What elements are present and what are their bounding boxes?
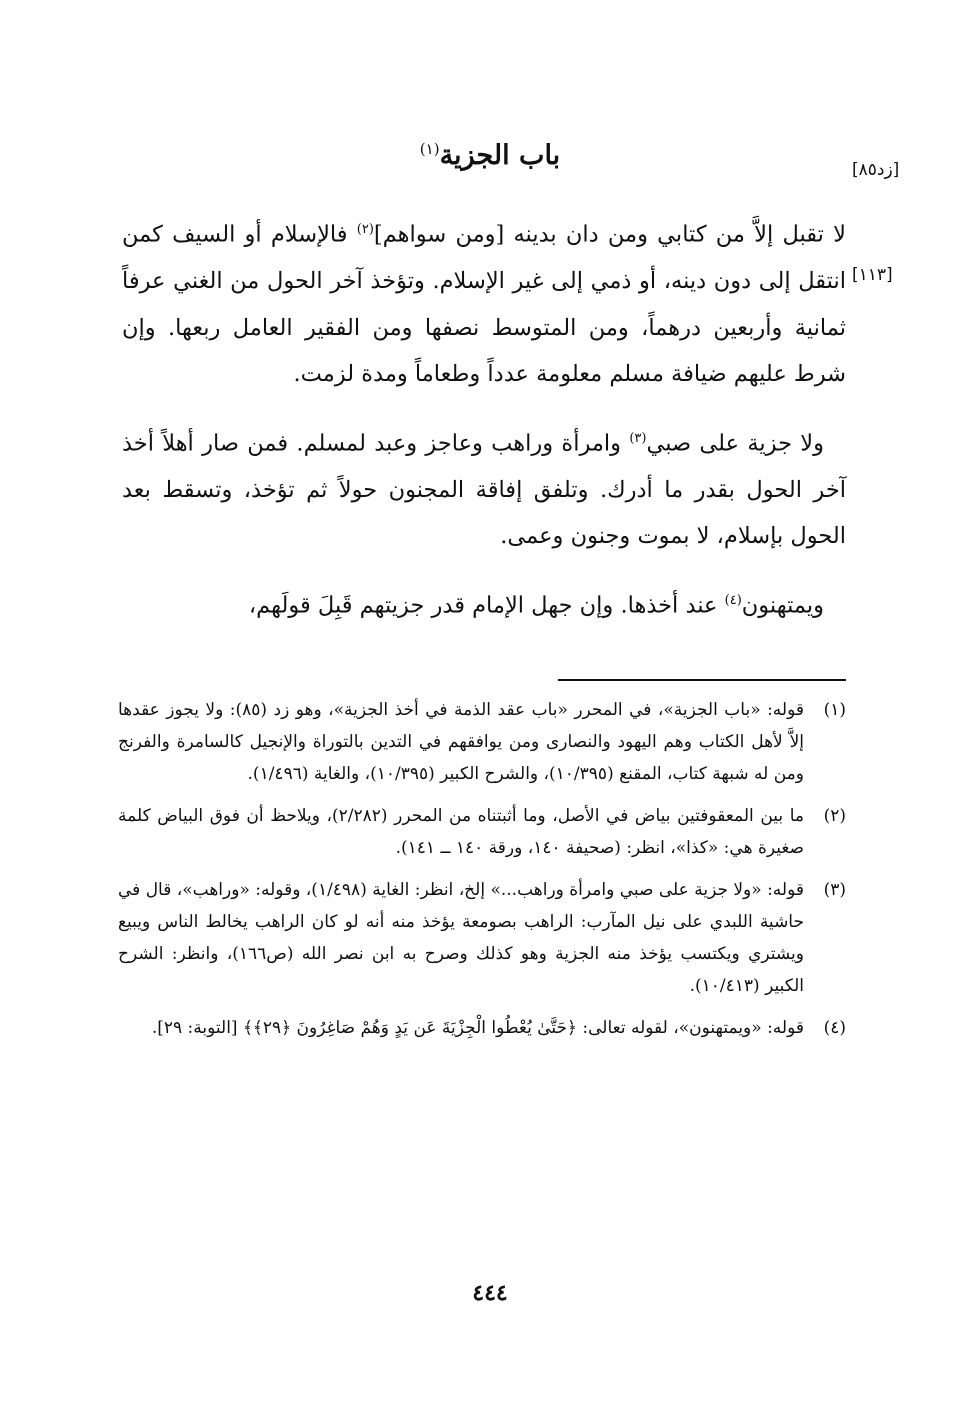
footnote [118,1012,846,1044]
page-number: ٤٤٤ [472,1280,508,1306]
paragraph-1-start: لا تقبل إلاَّ من كتابي ومن دان بدينه [ومن سواهم] [373,221,846,248]
footnote-number: (٣) [823,880,846,900]
main-text [122,207,846,647]
footnote-marker-3: (٣) [629,430,647,446]
footnote-number: (٤) [823,1018,846,1038]
footnote-text: ما بين المعقوفتين بياض في الأصل، وما أثبتناه من المحرر (٢/٢٨٢)، ويلاحظ أن فوق البياض كلمة صغيرة هي: «كذا»، انظر: (صحيفة ١٤٠، ورقة ١٤٠ ــ ١٤١). [118,806,804,858]
footnote-text: قوله: «ولا جزية على صبي وامرأة وراهب...» إلخ، انظر: الغاية (١/٤٩٨)، وقوله: «وراهب»، قال في حاشية اللبدي على نيل المآرب: الراهب بصومعة يؤخذ منه أنه لو كان الراهب يخالط الناس ويبيع ويشتري ويكتسب يؤخذ منه الجزية وهو كذلك وصرح به ابن نصر الله (ص١٦٦)، وانظر: الشرح الكبير (١٠/٤١٣). [118,880,805,996]
footnote [118,874,846,1002]
footnote-marker-2: (٢) [356,222,374,237]
paragraph-3-rest: عند أخذها. وإن جهل الإمام قدر جزيتهم قَبِلَ قولَهم، [248,592,725,618]
footnotes [118,694,846,1054]
paragraph-1-rest: فالإسلام أو السيف كمن انتقل إلى دون دينه، أو ذمي إلى غير الإسلام. وتؤخذ آخر الحول من الغني عرفاً ثمانية وأربعين درهماً، ومن المتوسط نصفها ومن الفقير العامل ربعها. وإن شرط عليهم ضيافة مسلم معلومة عدداً وطعاماً ومدة لزمت. [122,221,846,387]
footnote [118,694,846,790]
paragraph-2-rest: وامرأة وراهب وعاجز وعبد لمسلم. فمن صار أهلاً أخذ آخر الحول بقدر ما أدرك. وتلفق إفاقة المجنون حولاً ثم تؤخذ، وتسقط بعد الحول بإسلام، لا بموت وجنون وعمى. [122,430,846,549]
chapter-title-text: باب الجزية [439,140,561,171]
chapter-title-footnote-marker: (١) [419,140,440,158]
footnote [118,800,846,864]
footnote-marker-4: (٤) [724,592,742,608]
footnote-text: قوله: «ويمتهنون»، لقوله تعالى: ﴿حَتَّىٰ يُعْطُوا الْجِزْيَةَ عَن يَدٍ وَهُمْ صَاغِرُونَ ﴿٢٩﴾﴾ [التوبة: ٢٩]. [151,1018,804,1038]
paragraph-3-start: ويمتهنون [741,592,824,618]
footnote-number: (١) [823,700,846,720]
paragraph-1 [122,207,846,398]
paragraph-3 [122,578,846,629]
paragraph-2 [122,416,846,560]
margin-reference-page: [١١٣] [852,265,893,285]
footnote-divider [558,679,846,681]
paragraph-2-start: ولا جزية على صبي [646,430,824,456]
footnote-number: (٢) [823,806,846,826]
chapter-title [250,140,730,171]
margin-reference-zad: [زد٨٥] [852,160,900,180]
footnote-text: قوله: «باب الجزية»، في المحرر «باب عقد الذمة في أخذ الجزية»، وهو زد (٨٥): ولا يجوز عقدها إلاَّ لأهل الكتاب وهم اليهود والنصارى ومن يوافقهم في التدين بالتوراة والإنجيل كالسامرة والفرنج ومن له شبهة كتاب، المقنع (١٠/٣٩٥)، والشرح الكبير (١٠/٣٩٥)، والغاية (١/٤٩٦). [118,700,804,784]
